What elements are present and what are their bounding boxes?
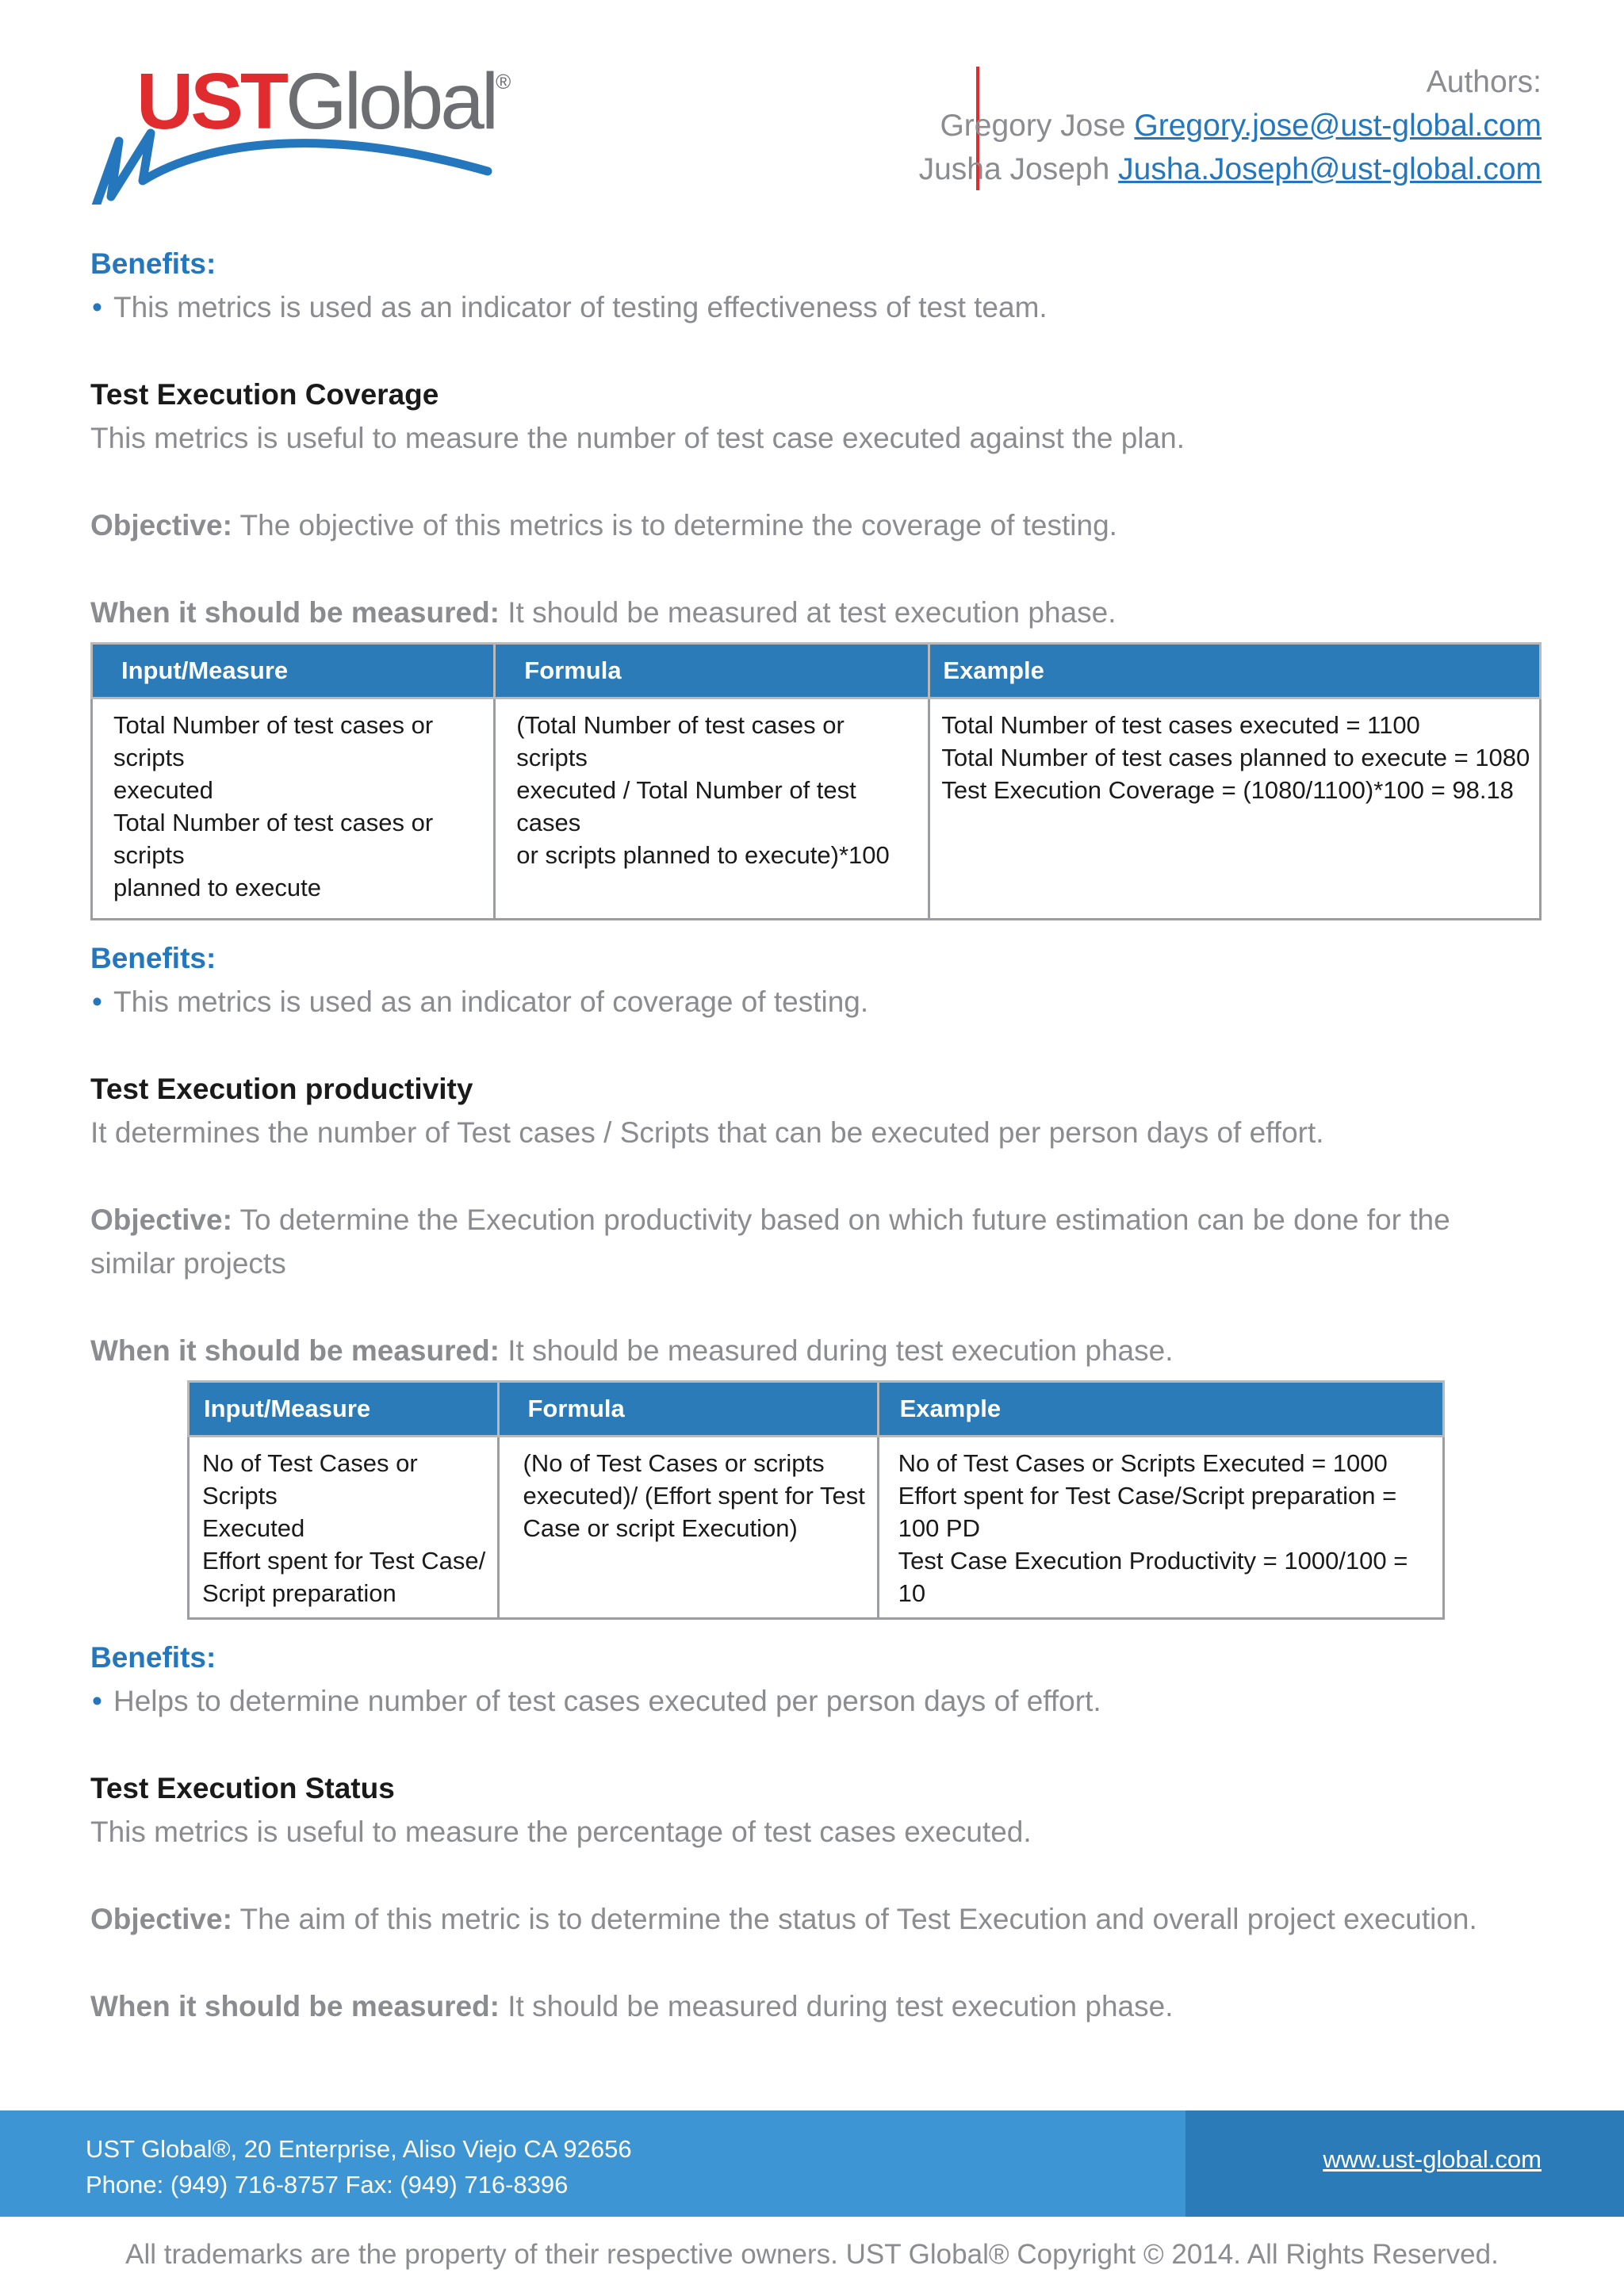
column-header: Example [929,644,1541,698]
cell-line: Case or script Execution) [523,1514,798,1542]
logo-global: Global [285,57,496,146]
benefit-text: Helps to determine number of test cases executed per person days of effort. [113,1685,1101,1717]
logo-wordmark [136,57,508,146]
column-header: Formula [495,644,929,698]
when-measured-paragraph [90,1984,1542,2028]
objective-text: To determine the Execution productivity based on which future estimation can be done for the similar projects [90,1203,1450,1280]
table-cell-formula [495,698,929,920]
cell-line: Effort spent for Test Case/ [202,1547,486,1575]
column-header: Input/Measure [92,644,495,698]
cell-line: Total Number of test cases executed = 1100 [941,711,1420,739]
objective-paragraph [90,503,1542,547]
benefits-heading: Benefits: [90,1641,216,1674]
table-row [92,698,1541,920]
coverage-metrics-table [90,642,1542,920]
table-cell-input [189,1437,499,1619]
column-header: Example [878,1382,1443,1437]
author-email-link[interactable]: Jusha.Joseph@ust-global.com [1118,152,1542,186]
section-title-coverage: Test Execution Coverage [90,378,439,411]
when-measured-paragraph [90,1329,1542,1372]
table-header-row [92,644,1541,698]
section-title-productivity: Test Execution productivity [90,1073,473,1105]
cell-line: Effort spent for Test Case/Script preparation = 100 PD [898,1482,1397,1542]
when-measured-paragraph [90,591,1542,634]
footer-band [0,2110,1624,2217]
when-measured-text: It should be measured at test execution phase. [500,596,1116,629]
cell-line: planned to execute [113,874,321,901]
document-body [90,242,1542,2028]
column-header: Input/Measure [189,1382,499,1437]
cell-line: Total Number of test cases planned to execute = 1080 [941,744,1530,771]
cell-line: Test Execution Coverage = (1080/1100)*100 = 98.18 [941,776,1514,804]
copyright-notice: All trademarks are the property of their respective owners. UST Global® Copyright © 2014. All Rights Reserved. [125,2239,1499,2270]
footer-address: UST Global®, 20 Enterprise, Aliso Viejo CA 92656 [86,2135,632,2163]
section-description: This metrics is useful to measure the percentage of test cases executed. [90,1816,1032,1848]
cell-line: Total Number of test cases or scripts [113,711,434,771]
authors-block [919,60,1542,191]
objective-text: The objective of this metrics is to determine the coverage of testing. [232,509,1117,541]
section-description: It determines the number of Test cases / Scripts that can be executed per person days of effort. [90,1116,1324,1149]
objective-label: Objective: [90,1903,232,1935]
objective-paragraph [90,1897,1542,1941]
footer-url-panel [1185,2110,1624,2217]
table-cell-formula [498,1437,878,1619]
when-measured-text: It should be measured during test execution phase. [500,1334,1174,1367]
when-measured-label: When it should be measured: [90,596,500,629]
benefit-text: This metrics is used as an indicator of coverage of testing. [113,985,869,1018]
logo-ust: UST [136,57,285,146]
cell-line: executed / Total Number of test cases [516,776,856,836]
author-row [919,104,1542,147]
table-row [189,1437,1444,1619]
cell-line: or scripts planned to execute)*100 [516,841,890,869]
author-email-link[interactable]: Gregory.jose@ust-global.com [1134,109,1542,143]
table-header-row [189,1382,1444,1437]
section-title-status: Test Execution Status [90,1772,395,1804]
when-measured-label: When it should be measured: [90,1990,500,2022]
objective-label: Objective: [90,509,232,541]
objective-paragraph [90,1198,1542,1285]
column-header: Formula [498,1382,878,1437]
when-measured-text: It should be measured during test execution phase. [500,1990,1174,2022]
benefit-item [90,980,1542,1024]
benefits-heading: Benefits: [90,942,216,974]
objective-label: Objective: [90,1203,232,1236]
footer-address-block [86,2131,632,2202]
cell-line: (Total Number of test cases or scripts [516,711,845,771]
table-cell-example [929,698,1541,920]
ust-global-logo [87,57,531,220]
benefit-item [90,285,1542,329]
footer-phone: Phone: (949) 716-8757 Fax: (949) 716-8396 [86,2171,569,2198]
table-cell-example [878,1437,1443,1619]
cell-line: Test Case Execution Productivity = 1000/100 = 10 [898,1547,1408,1607]
cell-line: executed [113,776,213,804]
section-description: This metrics is useful to measure the number of test case executed against the plan. [90,422,1185,454]
productivity-metrics-table [187,1380,1445,1620]
bullet-icon: • [92,291,102,323]
cell-line: No of Test Cases or Scripts Executed = 1000 [898,1449,1388,1477]
when-measured-label: When it should be measured: [90,1334,500,1367]
bullet-icon: • [92,1685,102,1717]
logo-registered-mark: ® [496,70,508,94]
bullet-icon: • [92,985,102,1018]
author-row [919,147,1542,191]
author-name: Jusha Joseph [918,152,1110,186]
objective-text: The aim of this metric is to determine the status of Test Execution and overall project execution. [232,1903,1477,1935]
website-link[interactable]: www.ust-global.com [1323,2145,1542,2173]
author-name: Gregory Jose [940,109,1126,143]
cell-line: executed)/ (Effort spent for Test [523,1482,865,1510]
cell-line: Script preparation [202,1579,396,1607]
cell-line: (No of Test Cases or scripts [523,1449,825,1477]
cell-line: Executed [202,1514,305,1542]
table-cell-input [92,698,495,920]
cell-line: No of Test Cases or Scripts [202,1449,418,1510]
cell-line: Total Number of test cases or scripts [113,809,434,869]
benefit-item [90,1679,1542,1723]
authors-label: Authors: [1426,65,1542,99]
benefits-heading: Benefits: [90,247,216,280]
benefit-text: This metrics is used as an indicator of testing effectiveness of test team. [113,291,1048,323]
